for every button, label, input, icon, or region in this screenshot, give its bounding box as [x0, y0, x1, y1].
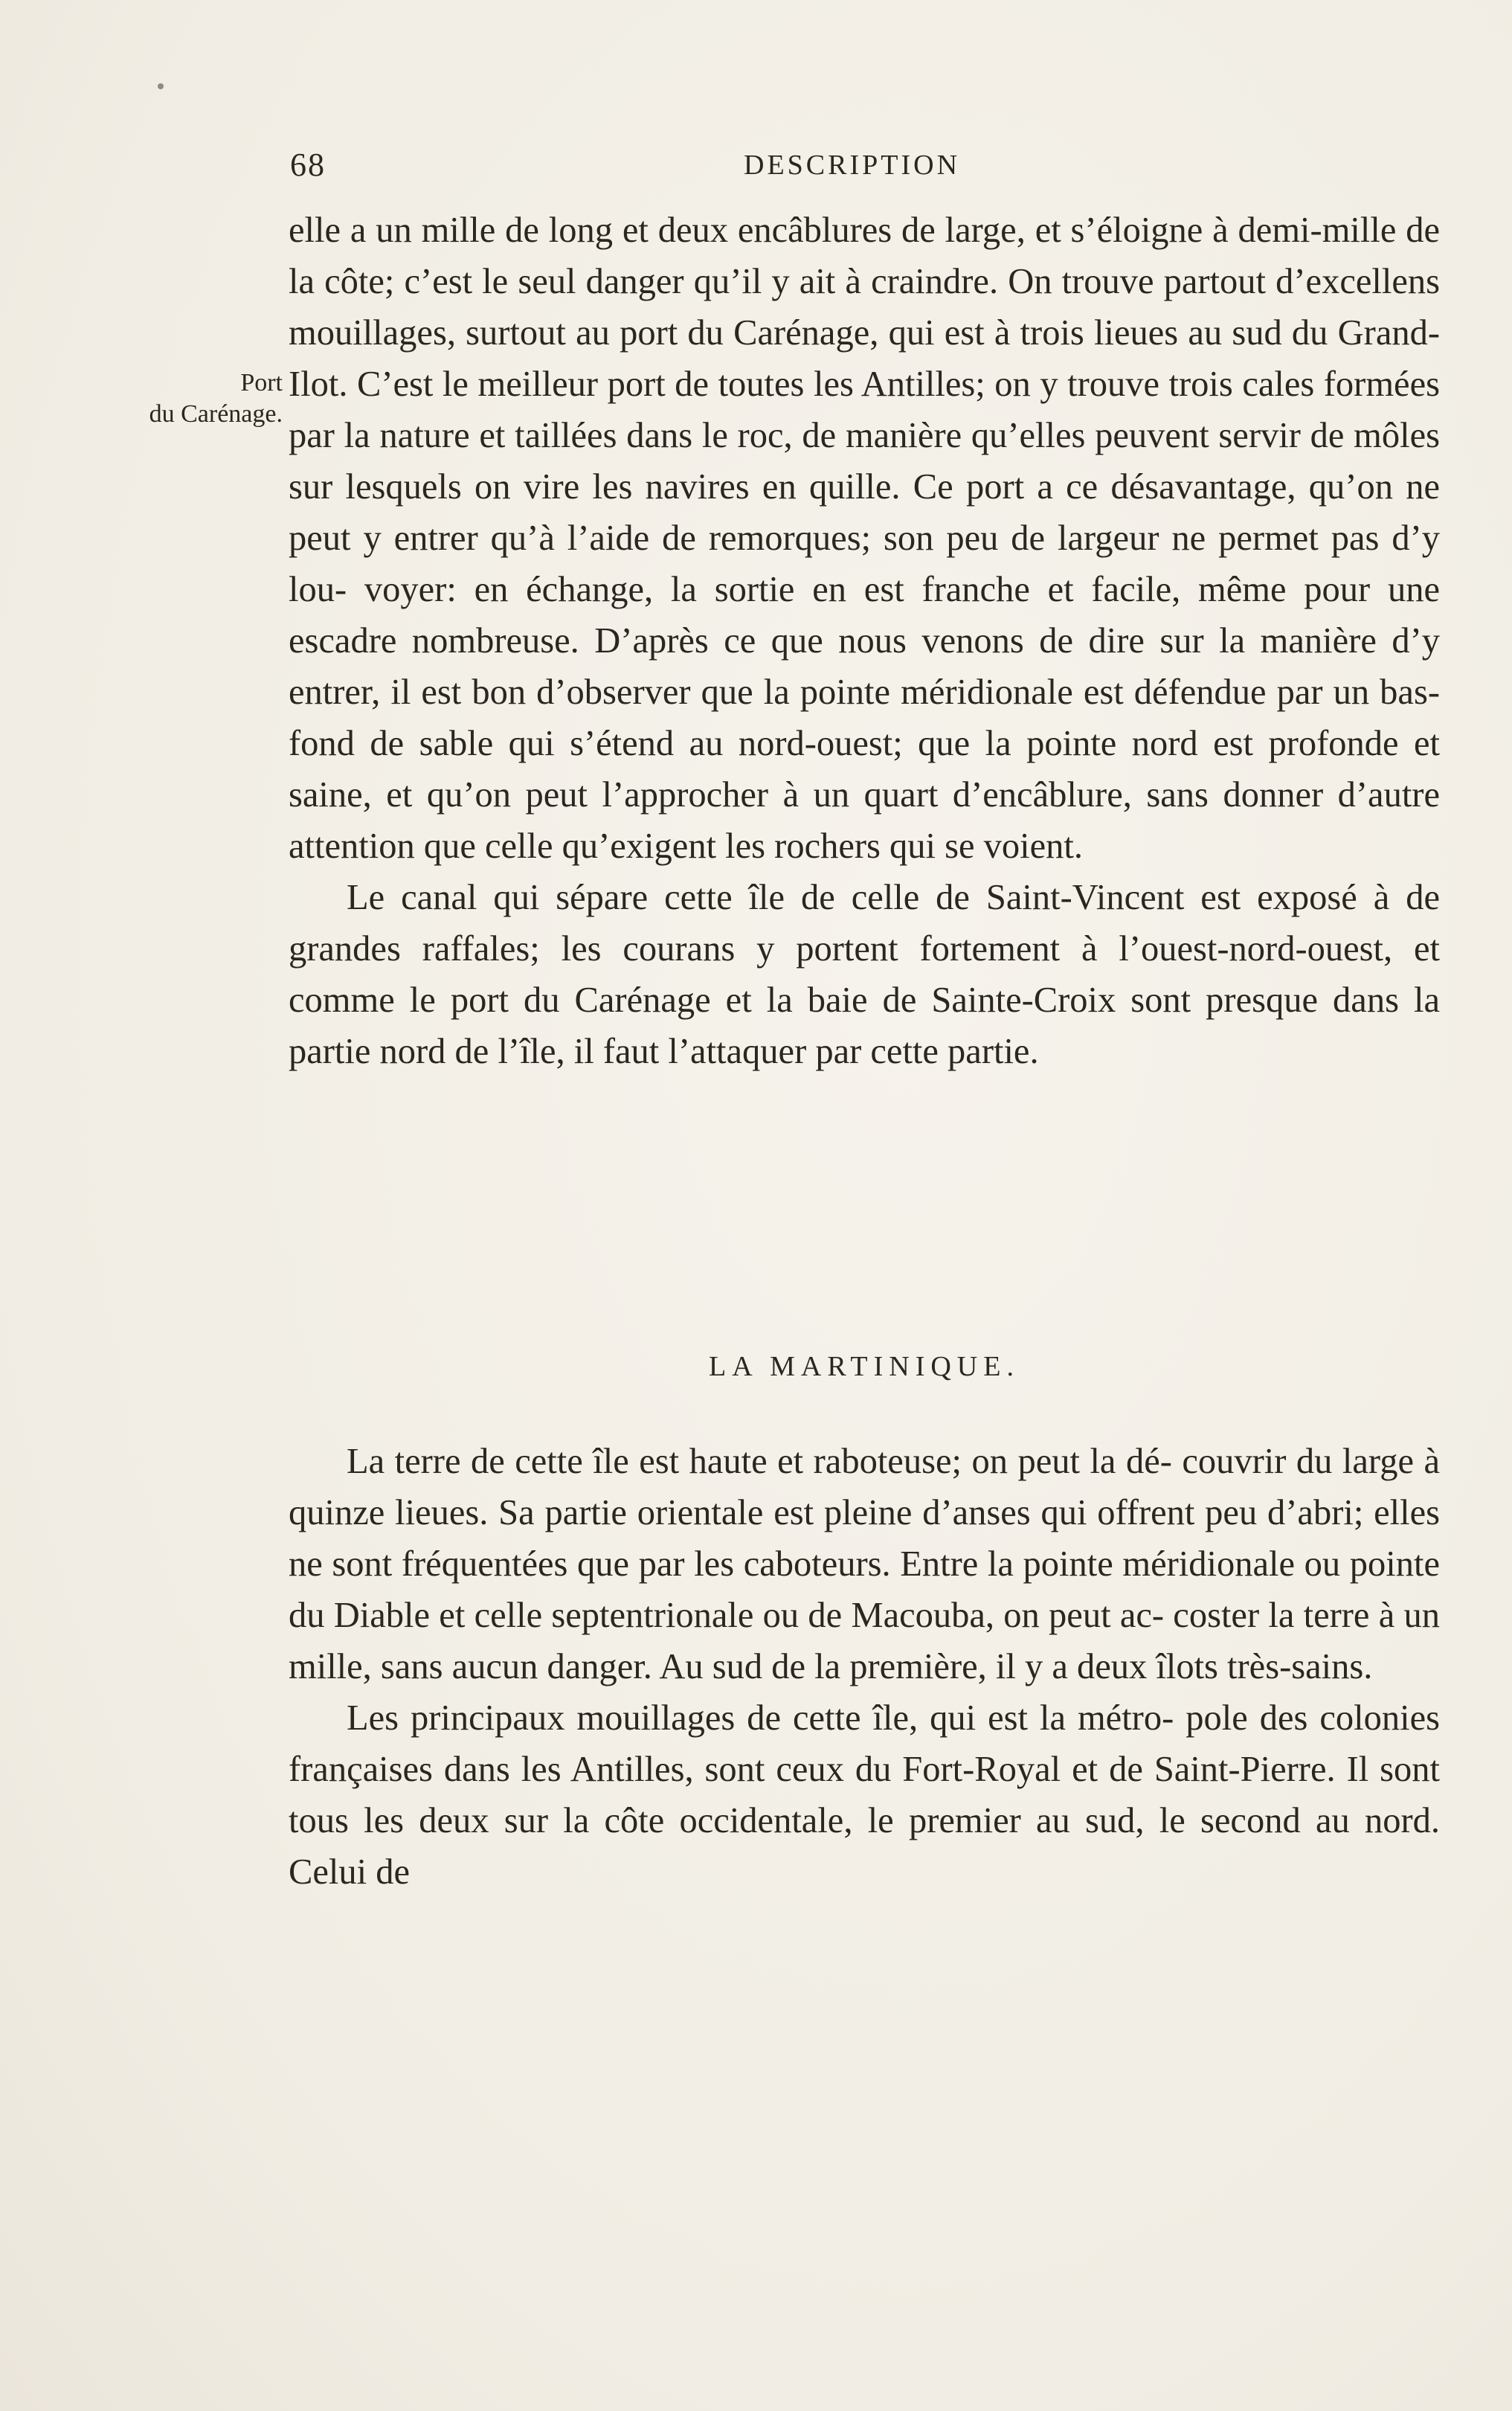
page-number: 68	[290, 147, 326, 183]
margin-note-line-2: du Carénage.	[149, 400, 283, 428]
page-header	[290, 146, 1443, 190]
margin-note	[112, 367, 283, 430]
text-block-after-section	[289, 1436, 1440, 1898]
margin-note-line-1: Port	[240, 369, 283, 397]
running-head: DESCRIPTION	[744, 150, 961, 181]
paragraph: Le canal qui sépare cette île de celle de Saint-Vincent est exposé à de grandes raffales; les courans y portent fortement à l’ouest-nord-ouest, et comme le port du Carénage et la baie de Sainte-Croix sont presque dans la partie nord de l’île, il faut l’attaquer par cette partie.	[289, 878, 1440, 1071]
section-title: LA MARTINIQUE.	[709, 1351, 1020, 1382]
text-block-before-section	[289, 205, 1440, 1077]
paragraph: Les principaux mouillages de cette île, qui est la métro- pole des colonies françaises dans les Antilles, sont ceux du Fort-Royal et de Saint-Pierre. Il sont tous les deux sur la côte occidentale, le premier au sud, le second au nord. Celui de	[289, 1698, 1440, 1892]
paragraph: La terre de cette île est haute et raboteuse; on peut la dé- couvrir du large à quinze lieues. Sa partie orientale est pleine d’anses qui offrent peu d’abri; elles ne sont fréquentées que par les caboteurs. Entre la pointe méridionale ou pointe du Diable et celle septentrionale ou de Macouba, on peut ac- coster la terre à un mille, sans aucun danger. Au sud de la première, il y a deux îlots très-sains.	[289, 1442, 1440, 1686]
paper-speck	[158, 83, 164, 89]
paragraph: elle a un mille de long et deux encâblures de large, et s’éloigne à demi-mille de la côte; c’est le seul danger qu’il y ait à craindre. On trouve partout d’excellens mouillages, surtout au port du Carénage, qui est à trois lieues au sud du Grand-Ilot. C’est le meilleur port de toutes les Antilles; on y trouve trois cales formées par la nature et taillées dans le roc, de manière qu’elles peuvent servir de môles sur lesquels on vire les navires en quille. Ce port a ce désavantage, qu’on ne peut y entrer qu’à l’aide de remorques; son peu de largeur ne permet pas d’y lou- voyer: en échange, la sortie en est franche et facile, même pour une escadre nombreuse. D’après ce que nous venons de dire sur la manière d’y entrer, il est bon d’observer que la pointe méridionale est défendue par un bas-fond de sable qui s’étend au nord-ouest; que la pointe nord est profonde et saine, et qu’on peut l’approcher à un quart d’encâblure, sans donner d’autre attention que celle qu’exigent les rochers qui se voient.	[289, 211, 1440, 866]
